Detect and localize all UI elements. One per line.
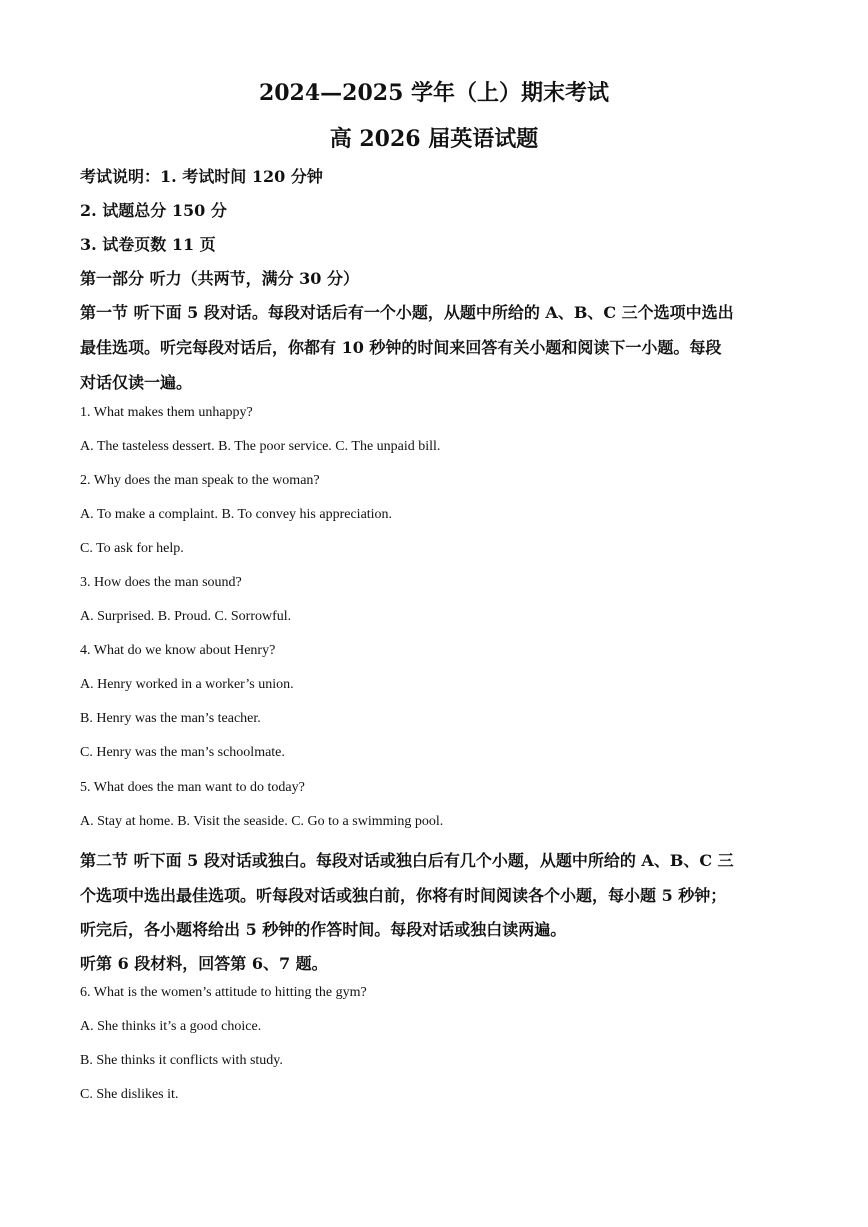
section2-instruction-line: 个选项中选出最佳选项。听每段对话或独白前，你将有时间阅读各个小题，每小题 5 秒钟； <box>80 886 727 905</box>
section1-instruction-line: 最佳选项。听完每段对话后，你都有 10 秒钟的时间来回答有关小题和阅读下一小题。每段 <box>80 338 722 357</box>
question-1: 1. What makes them unhappy? <box>80 405 253 420</box>
section2-instruction-line: 第二节 听下面 5 段对话或独白。每段对话或独白后有几个小题，从题中所给的 A、B、C 三 <box>80 851 734 870</box>
material-6-heading: 听第 6 段材料，回答第 6、7 题。 <box>80 954 328 973</box>
question-6-option-a: A. She thinks it’s a good choice. <box>80 1019 262 1034</box>
question-4-option-a: A. Henry worked in a worker’s union. <box>80 677 294 692</box>
question-5: 5. What does the man want to do today? <box>80 780 305 795</box>
exam-subtitle: 高 2026 届英语试题 <box>329 126 539 152</box>
question-3-options: A. Surprised. B. Proud. C. Sorrowful. <box>80 609 292 624</box>
question-4: 4. What do we know about Henry? <box>80 643 276 658</box>
question-2-option-c: C. To ask for help. <box>80 541 184 556</box>
exam-note-score: 2. 试题总分 150 分 <box>80 201 227 220</box>
section2-instruction-line: 听完后，各小题将给出 5 秒钟的作答时间。每段对话或独白读两遍。 <box>80 920 567 939</box>
question-6: 6. What is the women’s attitude to hitting the gym? <box>80 985 367 1000</box>
question-6-option-c: C. She dislikes it. <box>80 1087 179 1102</box>
question-1-options: A. The tasteless dessert. B. The poor service. C. The unpaid bill. <box>80 439 441 454</box>
question-6-option-b: B. She thinks it conflicts with study. <box>80 1053 283 1068</box>
question-4-option-c: C. Henry was the man’s schoolmate. <box>80 745 285 760</box>
exam-note-pages: 3. 试卷页数 11 页 <box>80 235 216 254</box>
section1-instruction-line: 第一节 听下面 5 段对话。每段对话后有一个小题，从题中所给的 A、B、C 三个选项中选出 <box>80 303 734 322</box>
question-4-option-b: B. Henry was the man’s teacher. <box>80 711 261 726</box>
question-3: 3. How does the man sound? <box>80 575 242 590</box>
question-5-options: A. Stay at home. B. Visit the seaside. C. Go to a swimming pool. <box>80 814 444 829</box>
part1-heading: 第一部分 听力（共两节，满分 30 分） <box>80 269 359 288</box>
section1-instruction-line: 对话仅读一遍。 <box>80 373 193 392</box>
question-2: 2. Why does the man speak to the woman? <box>80 473 320 488</box>
exam-title: 2024—2025 学年（上）期末考试 <box>258 80 610 106</box>
exam-note-time: 考试说明：1. 考试时间 120 分钟 <box>80 167 323 186</box>
question-2-options: A. To make a complaint. B. To convey his appreciation. <box>80 507 393 522</box>
